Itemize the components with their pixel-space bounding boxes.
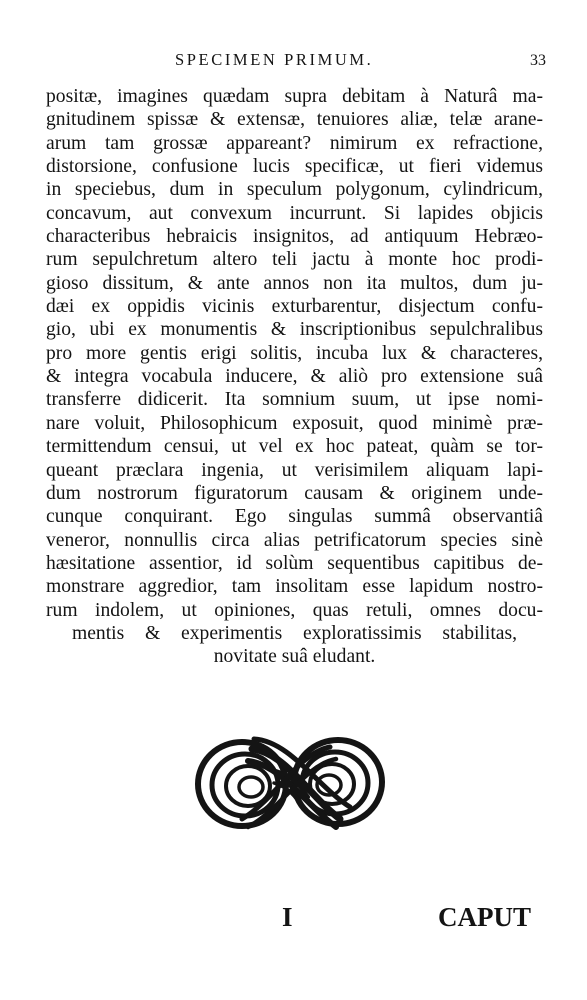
text-line: termittendum censui, ut vel ex hoc pateat, quàm se tor- (46, 436, 543, 458)
text-line: mentis & experimentis exploratissimis stabilitas, (72, 622, 517, 644)
text-line: rum indolem, ut opiniones, quas retuli, omnes docu- (46, 599, 543, 621)
text-line: gioso dissitum, & ante annos non ita multos, dum ju- (46, 272, 543, 294)
text-line: dum nostrorum figuratorum causam & originem unde- (46, 482, 543, 504)
text-line: gio, ubi ex monumentis & inscriptionibus sepulchralibus (46, 319, 543, 341)
text-line: queant præclara ingenia, ut verisimilem aliquam lapi- (46, 459, 543, 481)
signature-mark: I (282, 902, 293, 932)
text-line: cunque conquirant. Ego singulas summâ observantiâ (46, 506, 543, 528)
body-text (46, 85, 543, 669)
page-number: 33 (530, 52, 546, 69)
text-line: arum tam grossæ appareant? nimirum ex refractione, (46, 132, 543, 154)
text-line: nare voluit, Philosophicum exposuit, quod minimè præ- (46, 412, 543, 434)
text-line: monstrare aggredior, tam insolitam esse lapidum nostro- (46, 576, 543, 598)
text-line: rum sepulchretum altero teli jactu à monte hoc prodi- (46, 249, 543, 271)
text-line: distorsione, confusione lucis specificæ, ut fieri videmus (46, 156, 543, 178)
text-line: hæsitatione assentior, id solùm sequentibus capitibus de- (46, 552, 543, 574)
text-line: pro more gentis erigi solitis, incuba lux & characteres, (46, 342, 543, 364)
text-line: gnitudinem spissæ & extensæ, tenuiores aliæ, telæ arane- (46, 109, 543, 131)
text-line: transferre didicerit. Ita somnium suum, ut ipse nomi- (46, 389, 543, 411)
text-line: in speciebus, dum in speculum polygonum, cylindricum, (46, 179, 543, 201)
catchword: CAPUT (438, 902, 531, 932)
running-head (0, 48, 587, 76)
running-title: SPECIMEN PRIMUM. (175, 50, 374, 69)
text-line: positæ, imagines quædam supra debitam à Naturâ ma- (46, 86, 543, 107)
text-line: & integra vocabula inducere, & aliò pro extensione suâ (46, 366, 543, 388)
text-line: characteribus hebraicis insignitos, ad antiquum Hebræo- (46, 226, 543, 248)
page-footer (0, 902, 587, 942)
text-line: veneror, nonnullis circa alias petrificatorum species sinè (46, 529, 543, 551)
text-line: concavum, aut convexum incurrunt. Si lapides objicis (46, 202, 543, 224)
text-line: dæi ex oppidis vicinis exturbarentur, disjectum confu- (46, 296, 543, 318)
scroll-knot-ornament-icon (190, 727, 390, 837)
text-line-last: novitate suâ eludant. (213, 646, 376, 668)
